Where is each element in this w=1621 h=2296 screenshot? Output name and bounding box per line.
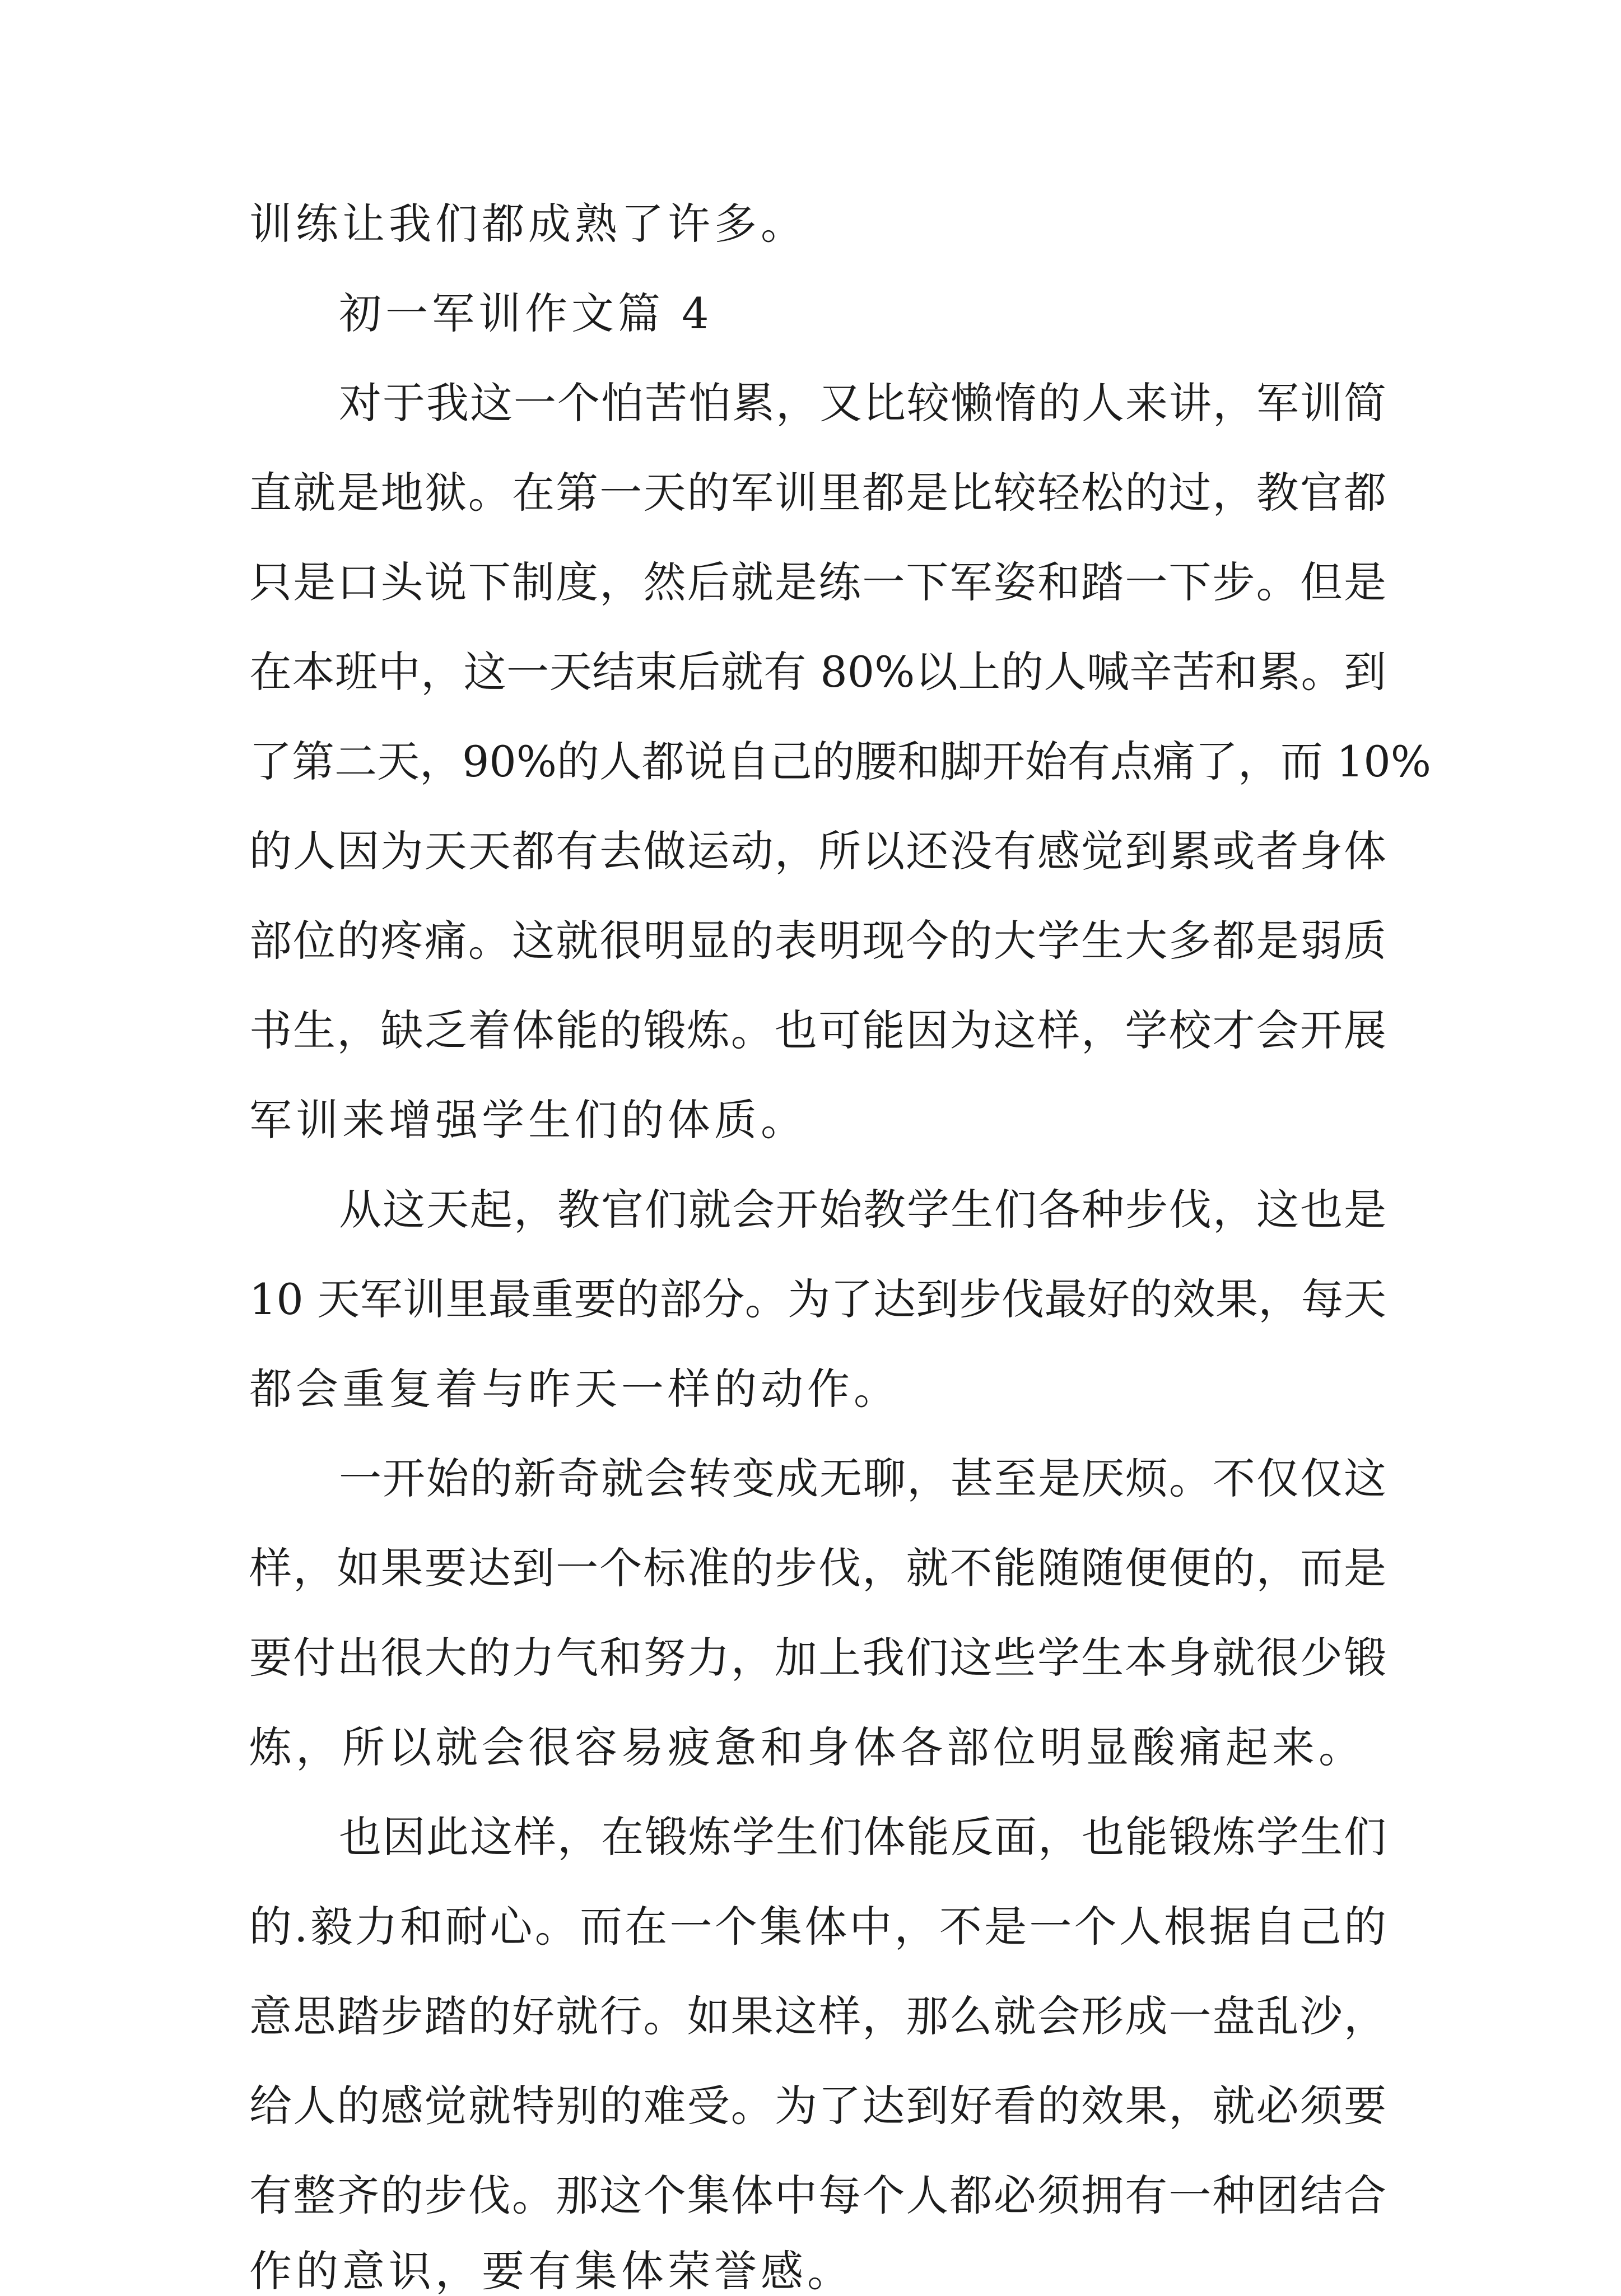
text-line: 军训来增强学生们的体质。 bbox=[249, 1095, 807, 1145]
text-line: 有整齐的步伐。那这个集体中每个人都必须拥有一种团结合 bbox=[249, 2171, 1386, 2220]
text-line: 在本班中，这一天结束后就有 80%以上的人喊辛苦和累。到 bbox=[249, 647, 1386, 697]
text-line: 10 天军训里最重要的部分。为了达到步伐最好的效果，每天 bbox=[249, 1274, 1386, 1324]
text-line: 部位的疼痛。这就很明显的表明现今的大学生大多都是弱质 bbox=[249, 916, 1386, 966]
text-line: 从这天起，教官们就会开始教学生们各种步伐，这也是 bbox=[339, 1185, 1386, 1235]
text-line: 一开始的新奇就会转变成无聊，甚至是厌烦。不仅仅这 bbox=[339, 1454, 1386, 1503]
section-heading: 初一军训作文篇 4 bbox=[339, 288, 713, 338]
text-line: 样，如果要达到一个标准的步伐，就不能随随便便的，而是 bbox=[249, 1543, 1386, 1593]
text-line: 作的意识，要有集体荣誉感。 bbox=[249, 2246, 854, 2296]
text-line: 的.毅力和耐心。而在一个集体中，不是一个人根据自己的 bbox=[249, 1902, 1386, 1952]
text-line: 给人的感觉就特别的难受。为了达到好看的效果，就必须要 bbox=[249, 2081, 1386, 2131]
text-line: 也因此这样，在锻炼学生们体能反面，也能锻炼学生们 bbox=[339, 1812, 1386, 1862]
text-line: 的人因为天天都有去做运动，所以还没有感觉到累或者身体 bbox=[249, 826, 1386, 876]
text-line: 训练让我们都成熟了许多。 bbox=[249, 199, 807, 249]
text-line: 只是口头说下制度，然后就是练一下军姿和踏一下步。但是 bbox=[249, 557, 1386, 607]
text-line: 直就是地狱。在第一天的军训里都是比较轻松的过，教官都 bbox=[249, 468, 1386, 518]
text-line: 都会重复着与昨天一样的动作。 bbox=[249, 1364, 900, 1414]
text-line: 炼，所以就会很容易疲惫和身体各部位明显酸痛起来。 bbox=[249, 1722, 1365, 1772]
text-line: 意思踏步踏的好就行。如果这样，那么就会形成一盘乱沙， bbox=[249, 1991, 1386, 2041]
text-line: 要付出很大的力气和努力，加上我们这些学生本身就很少锻 bbox=[249, 1633, 1386, 1683]
text-line: 书生，缺乏着体能的锻炼。也可能因为这样，学校才会开展 bbox=[249, 1005, 1386, 1055]
text-line: 对于我这一个怕苦怕累，又比较懒惰的人来讲，军训简 bbox=[339, 378, 1386, 428]
text-line: 了第二天，90%的人都说自己的腰和脚开始有点痛了，而 10% bbox=[249, 737, 1432, 786]
